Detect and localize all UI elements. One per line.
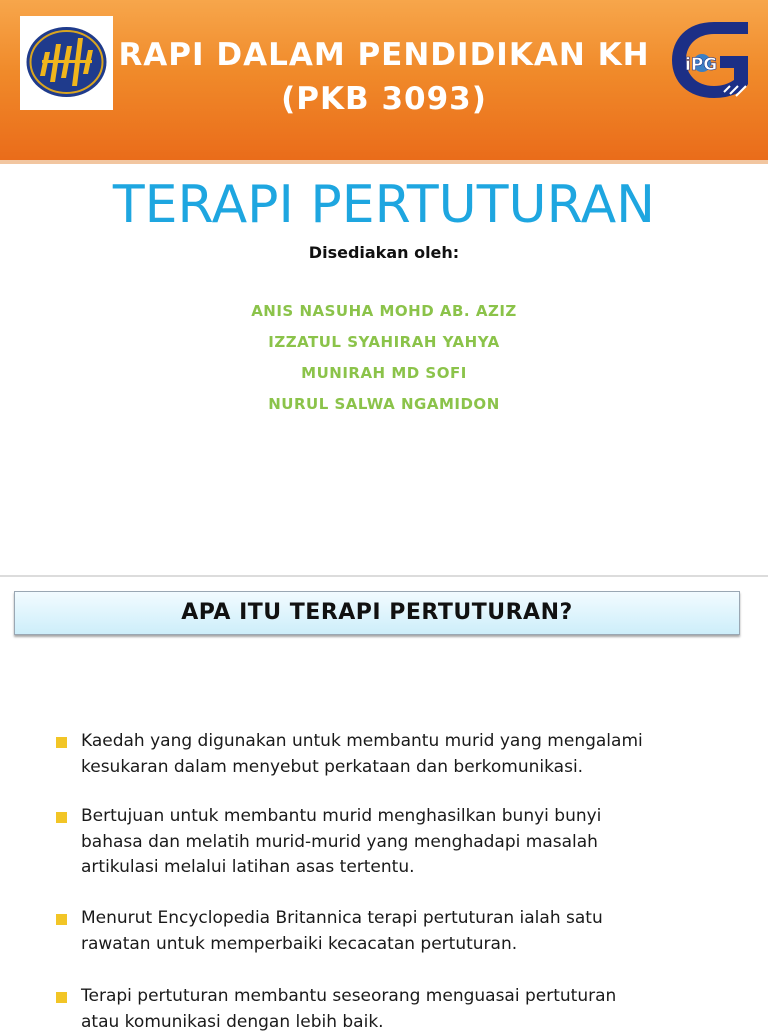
prepared-by-label: Disediakan oleh: bbox=[0, 242, 768, 264]
bullet-line: Menurut Encyclopedia Britannica terapi pertuturan ialah satu bbox=[81, 906, 696, 932]
course-title-line-1: RAPI DALAM PENDIDIKAN KH bbox=[0, 33, 768, 77]
author-name: ANIS NASUHA MOHD AB. AZIZ bbox=[0, 296, 768, 327]
bullet-line: Bertujuan untuk membantu murid menghasilkan bunyi bunyi bbox=[81, 804, 696, 830]
bullet-text bbox=[81, 729, 696, 780]
author-name: IZZATUL SYAHIRAH YAHYA bbox=[0, 327, 768, 358]
author-name: NURUL SALWA NGAMIDON bbox=[0, 389, 768, 420]
bullet-line: Kaedah yang digunakan untuk membantu murid yang mengalami bbox=[81, 729, 696, 755]
course-title-line-2: (PKB 3093) bbox=[0, 77, 768, 121]
square-bullet-icon bbox=[56, 737, 67, 748]
presentation-title: TERAPI PERTUTURAN bbox=[0, 172, 768, 238]
square-bullet-icon bbox=[56, 914, 67, 925]
bullet-text bbox=[81, 984, 696, 1035]
author-name: MUNIRAH MD SOFI bbox=[0, 358, 768, 389]
square-bullet-icon bbox=[56, 812, 67, 823]
bullet-text bbox=[81, 804, 696, 881]
bullet-line: artikulasi melalui latihan asas tertentu. bbox=[81, 855, 696, 881]
bullet-line: atau komunikasi dengan lebih baik. bbox=[81, 1010, 696, 1035]
bullet-line: Terapi pertuturan membantu seseorang menguasai pertuturan bbox=[81, 984, 696, 1010]
section-heading: APA ITU TERAPI PERTUTURAN? bbox=[14, 591, 740, 635]
bullet-text bbox=[81, 906, 696, 957]
bullet-line: kesukaran dalam menyebut perkataan dan berkomunikasi. bbox=[81, 755, 696, 781]
ipg-logo-text: iPG bbox=[685, 55, 717, 75]
square-bullet-icon bbox=[56, 992, 67, 1003]
bullet-line: rawatan untuk memperbaiki kecacatan pertuturan. bbox=[81, 932, 696, 958]
bullet-line: bahasa dan melatih murid-murid yang menghadapi masalah bbox=[81, 830, 696, 856]
